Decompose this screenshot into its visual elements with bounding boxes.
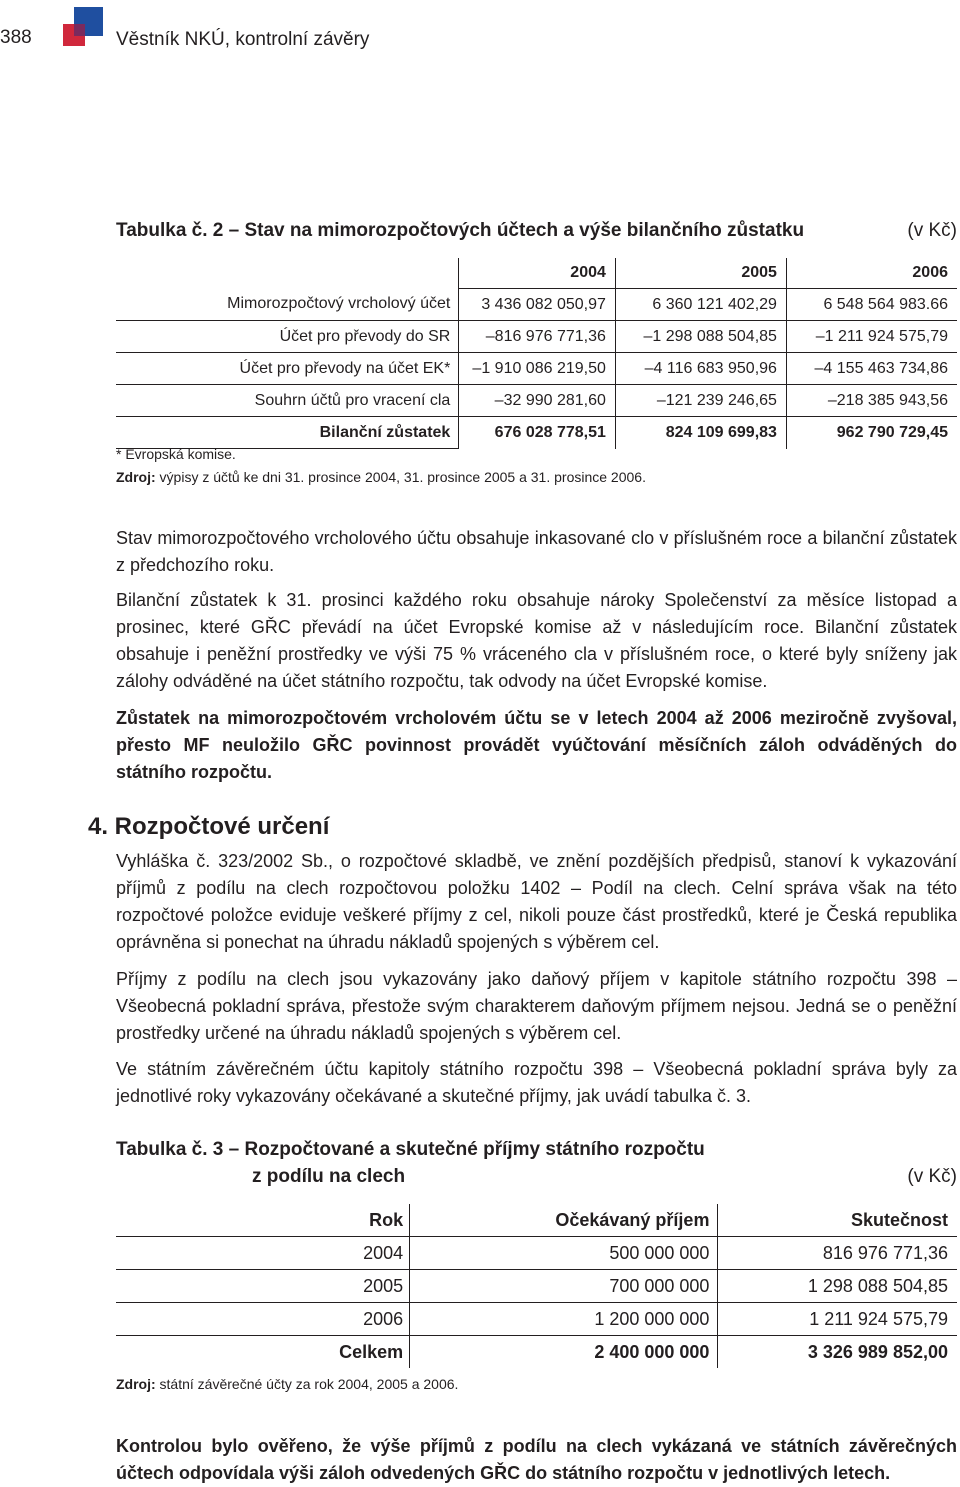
- table-row: [116, 385, 957, 417]
- nku-logo: [63, 7, 103, 47]
- cell-skutecnost: 816 976 771,36: [718, 1237, 957, 1270]
- table-row-total: [116, 1336, 957, 1369]
- source-label: Zdroj:: [116, 1376, 156, 1392]
- table-row: [116, 1270, 957, 1303]
- section-heading: 4. Rozpočtové určení: [88, 813, 330, 840]
- paragraph: Ve státním závěrečném účtu kapitoly státního rozpočtu 398 – Všeobecná pokladní správa byly za jednotlivé roky vykazovány očekávané a skutečné příjmy, jak uvádí tabulka č. 3.: [116, 1059, 957, 1106]
- table3-unit: (v Kč): [907, 1166, 957, 1187]
- table-row: [116, 289, 957, 321]
- cell-2004: –32 990 281,60: [459, 385, 616, 417]
- header-ocekavany: Očekávaný příjem: [410, 1204, 718, 1237]
- cell-2005: –121 239 246,65: [615, 385, 786, 417]
- header-skutecnost: Skutečnost: [718, 1204, 957, 1237]
- cell-rok: Celkem: [339, 1341, 404, 1362]
- row-label: Mimorozpočtový vrcholový účet: [116, 289, 459, 321]
- table3-caption-line2: z podílu na clech: [252, 1166, 406, 1187]
- table2-caption: Tabulka č. 2 – Stav na mimorozpočtových účtech a výše bilančního zůstatku: [116, 220, 805, 241]
- cell-skutecnost: 3 326 989 852,00: [718, 1336, 957, 1369]
- table2-header-row: [116, 258, 957, 289]
- table3-source: [116, 1376, 458, 1392]
- cell-2006: –1 211 924 575,79: [786, 321, 957, 353]
- table-row: [116, 321, 957, 353]
- row-label: Souhrn účtů pro vracení cla: [116, 385, 459, 417]
- source-text: státní závěrečné účty za rok 2004, 2005 a 2006.: [159, 1376, 459, 1392]
- running-title: Věstník NKÚ, kontrolní závěry: [116, 29, 370, 50]
- table2-source: [116, 469, 646, 485]
- cell-rok: 2006: [116, 1303, 410, 1336]
- cell-ocekavany: 2 400 000 000: [410, 1336, 718, 1369]
- cell-ocekavany: 1 200 000 000: [410, 1303, 718, 1336]
- cell-2005: 6 360 121 402,29: [615, 289, 786, 321]
- cell-2004: 676 028 778,51: [459, 417, 616, 449]
- table3: [116, 1204, 957, 1368]
- table-row-total: [116, 417, 957, 449]
- cell-2006: –4 155 463 734,86: [786, 353, 957, 385]
- paragraph-emphasis: Zůstatek na mimorozpočtovém vrcholovém účtu se v letech 2004 až 2006 meziročně zvyšoval, přesto MF neuložilo GŘC povinnost provádět vyúčtování měsíčních záloh odváděných do státního rozpočtu.: [116, 708, 957, 782]
- cell-2005: –4 116 683 950,96: [615, 353, 786, 385]
- row-label: Bilanční zůstatek: [116, 417, 459, 449]
- cell-ocekavany: 500 000 000: [410, 1237, 718, 1270]
- paragraph: Vyhláška č. 323/2002 Sb., o rozpočtové skladbě, ve znění pozdějších předpisů, stanoví k vykazování příjmů z podílu na clech rozpočtovou položku 1402 – Podíl na clech. Celní správa však na této rozpočtové položce eviduje veškeré příjmy z cel, nikoli pouze část prostředků, které je Česká republika oprávněna si ponechat na úhradu nákladů spojených s výběrem cel.: [116, 851, 957, 952]
- conclusion: Kontrolou bylo ověřeno, že výše příjmů z podílu na clech vykázaná ve státních závěrečných účtech odpovídala výši záloh odvedených GŘC do státního rozpočtu v jednotlivých letech.: [116, 1436, 957, 1483]
- table3-caption: Tabulka č. 3 – Rozpočtované a skutečné příjmy státního rozpočtu: [116, 1139, 705, 1160]
- cell-2004: –816 976 771,36: [459, 321, 616, 353]
- header-rok: Rok: [116, 1204, 410, 1237]
- cell-ocekavany: 700 000 000: [410, 1270, 718, 1303]
- table2: [116, 258, 957, 449]
- cell-skutecnost: 1 298 088 504,85: [718, 1270, 957, 1303]
- cell-2005: –1 298 088 504,85: [615, 321, 786, 353]
- table-row: [116, 1303, 957, 1336]
- table2-footnote: * Evropská komise.: [116, 446, 236, 462]
- paragraph: Příjmy z podílu na clech jsou vykazovány jako daňový příjem v kapitole státního rozpočtu 398 – Všeobecná pokladní správa, přestože svým charakterem daňovým příjmem nejsou. Jedná se o peněžní prostředky určené na úhradu nákladů spojených s výběrem cel.: [116, 969, 957, 1043]
- cell-2006: 962 790 729,45: [786, 417, 957, 449]
- paragraph: Stav mimorozpočtového vrcholového účtu obsahuje inkasované clo v příslušném roce a bilanční zůstatek z předchozího roku.: [116, 528, 957, 575]
- table-row: [116, 353, 957, 385]
- table-row: [116, 1237, 957, 1270]
- row-label: Účet pro převody na účet EK*: [116, 353, 459, 385]
- cell-rok: 2005: [116, 1270, 410, 1303]
- row-label: Účet pro převody do SR: [116, 321, 459, 353]
- cell-2005: 824 109 699,83: [615, 417, 786, 449]
- cell-2006: –218 385 943,56: [786, 385, 957, 417]
- table2-year-2006: 2006: [786, 258, 957, 289]
- table2-header-empty: [116, 258, 459, 289]
- table3-header-row: [116, 1204, 957, 1237]
- cell-2006: 6 548 564 983.66: [786, 289, 957, 321]
- cell-2004: –1 910 086 219,50: [459, 353, 616, 385]
- table2-unit: (v Kč): [907, 220, 957, 241]
- cell-2004: 3 436 082 050,97: [459, 289, 616, 321]
- table2-year-2004: 2004: [459, 258, 616, 289]
- table2-year-2005: 2005: [615, 258, 786, 289]
- page-number: 388: [0, 27, 32, 48]
- cell-skutecnost: 1 211 924 575,79: [718, 1303, 957, 1336]
- source-text: výpisy z účtů ke dni 31. prosince 2004, 31. prosince 2005 a 31. prosince 2006.: [159, 469, 646, 485]
- source-label: Zdroj:: [116, 469, 156, 485]
- cell-rok: 2004: [116, 1237, 410, 1270]
- paragraph: Bilanční zůstatek k 31. prosinci každého roku obsahuje nároky Společenství za měsíce listopad a prosinec, které GŘC převádí na účet Evropské komise až v následujícím roce. Bilanční zůstatek obsahuje i peněžní prostředky ve výši 75 % vráceného cla v příslušném roce, o které byly sníženy jak zálohy odváděné na účet státního rozpočtu, tak odvody na účet Evropské komise.: [116, 590, 957, 691]
